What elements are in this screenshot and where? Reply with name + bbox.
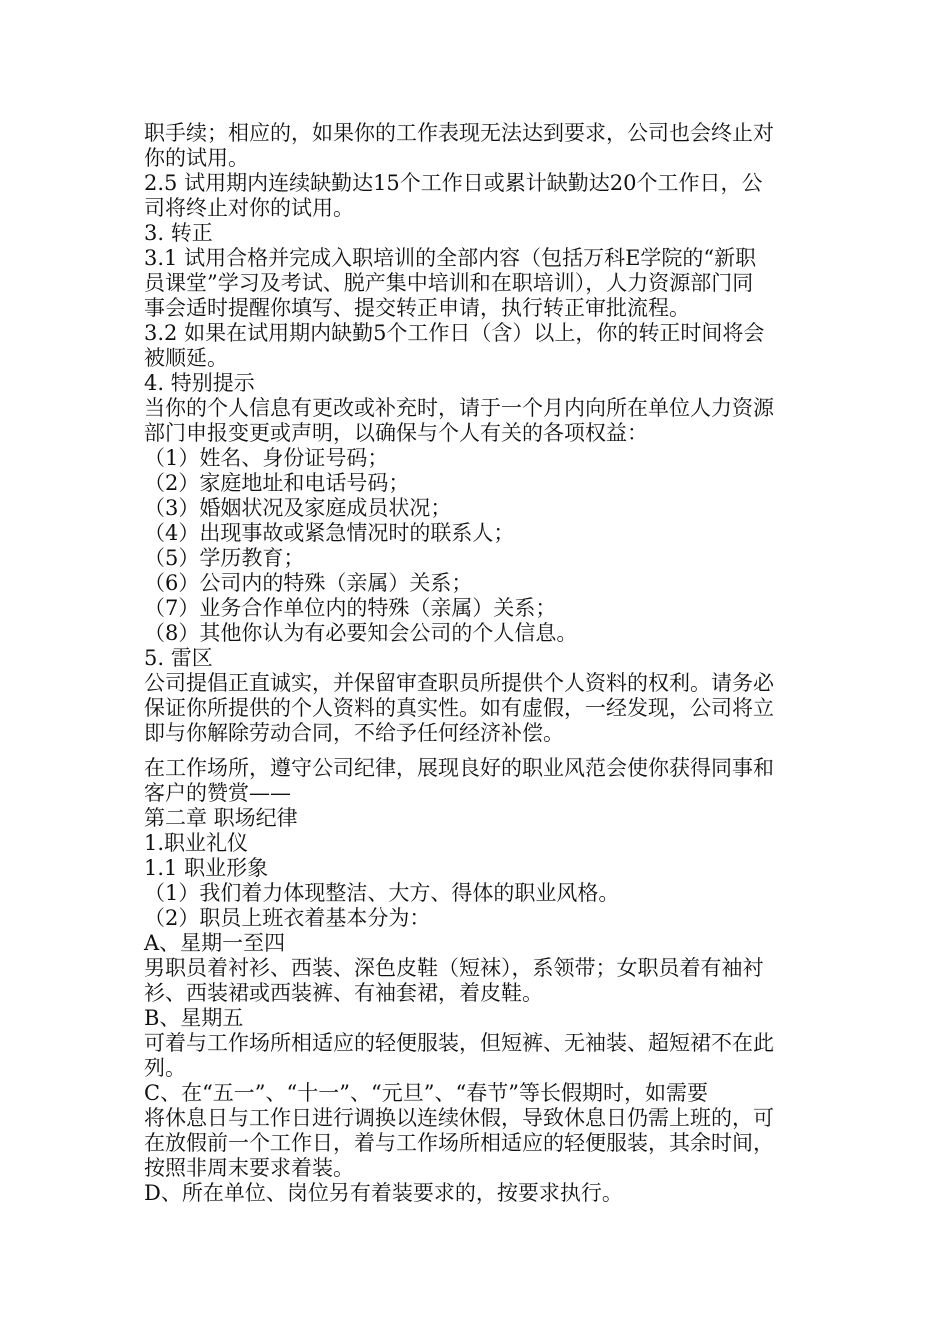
text-line: 客户的赞赏——	[144, 781, 291, 805]
text-line: 你的试用。	[144, 146, 249, 170]
list-item: （8）其他你认为有必要知会公司的个人信息。	[144, 621, 578, 645]
text-line: 在放假前一个工作日，着与工作场所相适应的轻便服装，其余时间，	[144, 1131, 774, 1155]
text-line: 男职员着衬衫、西装、深色皮鞋（短袜），系领带；女职员着有袖衬	[144, 956, 764, 980]
text-line: 保证你所提供的个人资料的真实性。如有虚假，一经发现，公司将立	[144, 696, 774, 720]
text-line: 可着与工作场所相适应的轻便服装，但短裤、无袖装、超短裙不在此	[144, 1031, 774, 1055]
text-line: 3.1 试用合格并完成入职培训的全部内容（包括万科E学院的“新职	[144, 246, 757, 270]
text-line: 公司提倡正直诚实，并保留审查职员所提供个人资料的权利。请务必	[144, 671, 774, 695]
section-heading: 3. 转正	[144, 221, 213, 245]
item-heading: B、星期五	[144, 1006, 244, 1030]
text-line: 将休息日与工作日进行调换以连续休假，导致休息日仍需上班的，可	[144, 1106, 774, 1130]
text-line: 列。	[144, 1056, 186, 1080]
document-body	[144, 121, 814, 1206]
section-heading: 4. 特别提示	[144, 371, 255, 395]
text-line: 在工作场所，遵守公司纪律，展现良好的职业风范会使你获得同事和	[144, 756, 774, 780]
chapter-heading: 第二章 职场纪律	[144, 806, 298, 830]
text-line: 事会适时提醒你填写、提交转正申请，执行转正审批流程。	[144, 296, 690, 320]
list-item: （7）业务合作单位内的特殊（亲属）关系；	[144, 596, 557, 620]
text-line: 按照非周末要求着装。	[144, 1156, 354, 1180]
list-item: （1）姓名、身份证号码；	[144, 446, 389, 470]
text-line: C、在“五一”、“十一”、“元旦”、“春节”等长假期时，如需要	[144, 1081, 708, 1105]
list-item: （2）家庭地址和电话号码；	[144, 471, 410, 495]
text-line: 司将终止对你的试用。	[144, 196, 354, 220]
text-line: 衫、西装裙或西装裤、有袖套裙，着皮鞋。	[144, 981, 543, 1005]
text-line: 3.2 如果在试用期内缺勤5个工作日（含）以上，你的转正时间将会	[144, 321, 765, 345]
list-item: （1）我们着力体现整洁、大方、得体的职业风格。	[144, 881, 620, 905]
list-item: （3）婚姻状况及家庭成员状况；	[144, 496, 452, 520]
list-item: （4）出现事故或紧急情况时的联系人；	[144, 521, 515, 545]
text-line: D、所在单位、岗位另有着装要求的，按要求执行。	[144, 1181, 623, 1205]
text-line: 员课堂”学习及考试、脱产集中培训和在职培训），人力资源部门同	[144, 271, 754, 295]
text-line: 职手续；相应的，如果你的工作表现无法达到要求，公司也会终止对	[144, 121, 774, 145]
section-heading: 1.职业礼仪	[144, 831, 249, 855]
subsection-heading: 1.1 职业形象	[144, 856, 269, 880]
text-line: 部门申报变更或声明，以确保与个人有关的各项权益：	[144, 421, 648, 445]
item-heading: A、星期一至四	[144, 931, 286, 955]
text-line: 即与你解除劳动合同，不给予任何经济补偿。	[144, 721, 564, 745]
section-heading: 5. 雷区	[144, 646, 213, 670]
text-line: 被顺延。	[144, 346, 228, 370]
text-line: 当你的个人信息有更改或补充时，请于一个月内向所在单位人力资源	[144, 396, 774, 420]
paragraph-gap	[144, 746, 814, 756]
text-line: 2.5 试用期内连续缺勤达15个工作日或累计缺勤达20个工作日，公	[144, 171, 763, 195]
list-item: （2）职员上班衣着基本分为：	[144, 906, 431, 930]
list-item: （5）学历教育；	[144, 546, 305, 570]
list-item: （6）公司内的特殊（亲属）关系；	[144, 571, 473, 595]
